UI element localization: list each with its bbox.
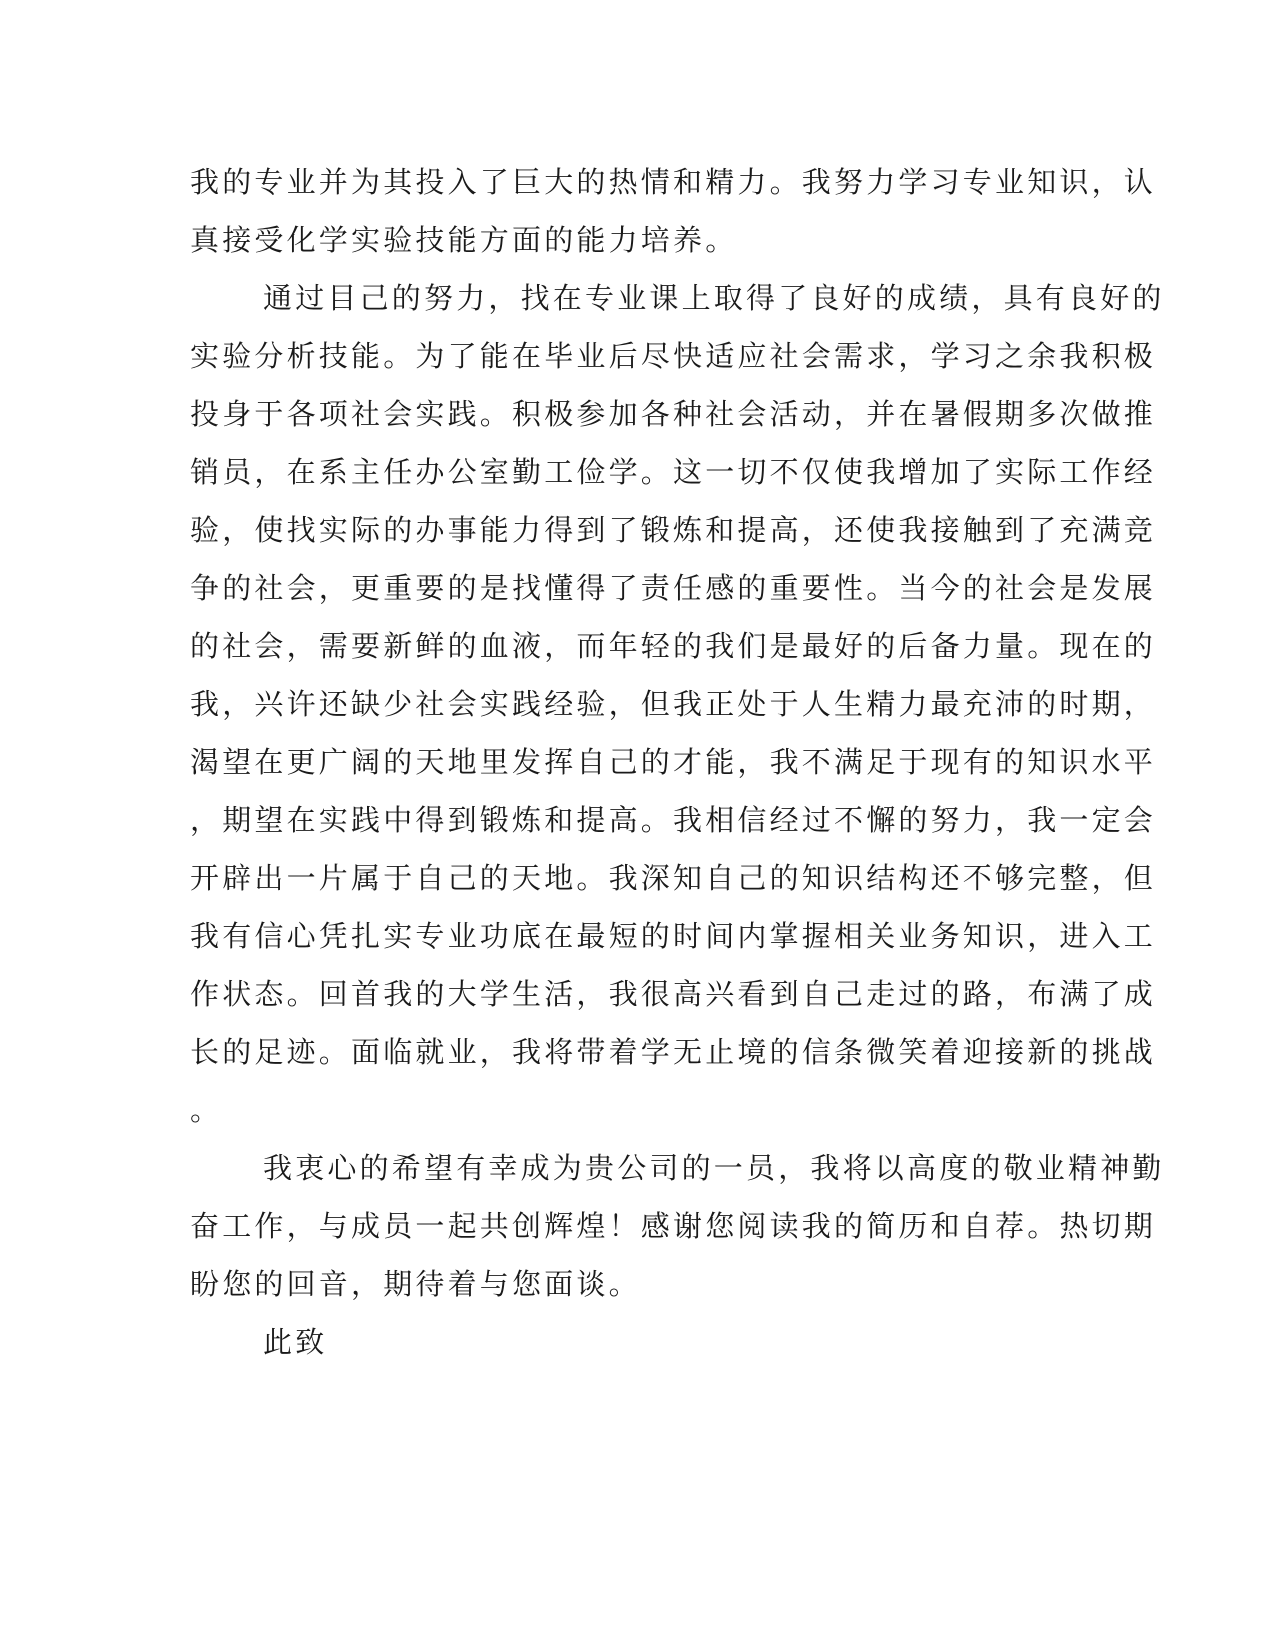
closing-salutation: 此致 [263,1325,328,1359]
paragraph-line: 盼您的回音，期待着与您面谈。 [190,1267,641,1301]
paragraph-line: 我，兴许还缺少社会实践经验，但我正处于人生精力最充沛的时期， [190,687,1157,721]
paragraph-line: 长的足迹。面临就业，我将带着学无止境的信条微笑着迎接新的挑战 [190,1035,1157,1069]
paragraph-line: 我衷心的希望有幸成为贵公司的一员，我将以高度的敬业精神勤 [263,1151,1165,1185]
paragraph-line: 争的社会，更重要的是找懂得了责任感的重要性。当今的社会是发展 [190,571,1157,605]
paragraph-line: 的社会，需要新鲜的血液，而年轻的我们是最好的后备力量。现在的 [190,629,1157,663]
paragraph-line: 实验分析技能。为了能在毕业后尽快适应社会需求，学习之余我积极 [190,339,1157,373]
paragraph-line: 我的专业并为其投入了巨大的热情和精力。我努力学习专业知识，认 [190,165,1157,199]
paragraph-line: 销员，在系主任办公室勤工俭学。这一切不仅使我增加了实际工作经 [190,455,1157,489]
paragraph-line: 投身于各项社会实践。积极参加各种社会活动，并在暑假期多次做推 [190,397,1157,431]
paragraph-line: 作状态。回首我的大学生活，我很高兴看到自己走过的路，布满了成 [190,977,1157,1011]
paragraph-line: 渴望在更广阔的天地里发挥自己的才能，我不满足于现有的知识水平 [190,745,1157,779]
paragraph-line: 开辟出一片属于自己的天地。我深知自己的知识结构还不够完整，但 [190,861,1157,895]
paragraph-line: 我有信心凭扎实专业功底在最短的时间内掌握相关业务知识，进入工 [190,919,1157,953]
paragraph-line: 验，使找实际的办事能力得到了锻炼和提高，还使我接触到了充满竞 [190,513,1157,547]
paragraph-line: 通过目己的努力，找在专业课上取得了良好的成绩，具有良好的 [263,281,1165,315]
paragraph-line: ，期望在实践中得到锻炼和提高。我相信经过不懈的努力，我一定会 [190,803,1157,837]
paragraph-line: 真接受化学实验技能方面的能力培养。 [190,223,738,257]
paragraph-line: 。 [190,1093,223,1127]
paragraph-line: 奋工作，与成员一起共创辉煌！感谢您阅读我的简历和自荐。热切期 [190,1209,1157,1243]
